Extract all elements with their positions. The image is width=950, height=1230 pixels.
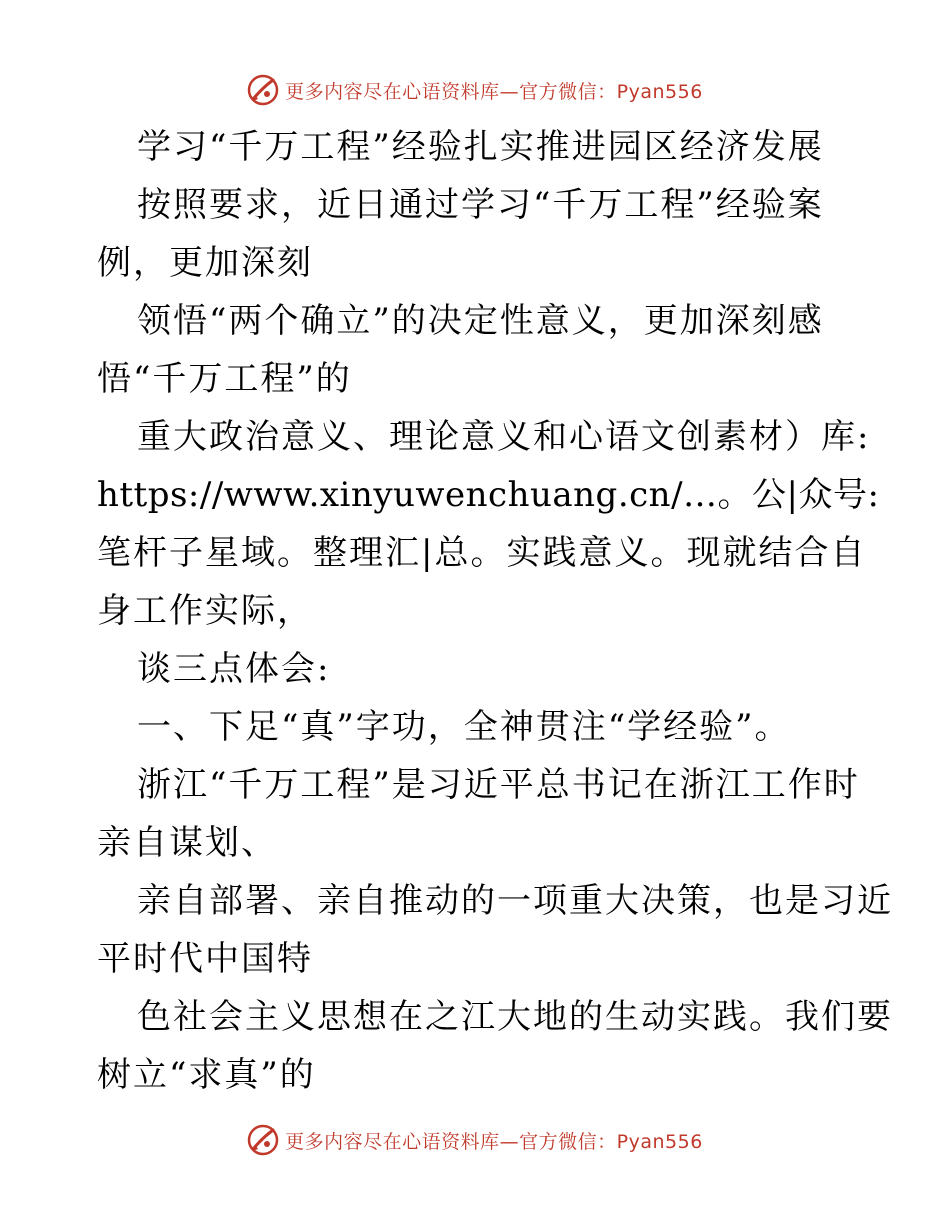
paragraph-line: 树立“求真”的	[97, 1055, 316, 1095]
header-banner	[0, 70, 950, 110]
header-banner-text: 更多内容尽在心语资料库—官方微信：Pyan556	[285, 80, 703, 103]
document-title: 学习“千万工程”经验扎实推进园区经济发展	[137, 127, 824, 167]
paragraph-line: 色社会主义思想在之江大地的生动实践。我们要	[137, 997, 893, 1037]
paragraph-line: 领悟“两个确立”的决定性意义，更加深刻感	[137, 301, 824, 341]
paragraph-line-url: https://www.xinyuwenchuang.cn/…。公|众号:	[97, 475, 880, 515]
paragraph-line: 身工作实际，	[97, 591, 313, 631]
paragraph-line: 平时代中国特	[97, 939, 313, 979]
paragraph-line: 浙江“千万工程”是习近平总书记在浙江工作时	[137, 765, 860, 805]
paragraph-line: 重大政治意义、理论意义和心语文创素材）库:	[137, 417, 871, 457]
paragraph-line: 笔杆子星域。整理汇|总。实践意义。现就结合自	[97, 533, 867, 573]
paragraph-line: 例，更加深刻	[97, 243, 313, 283]
paragraph-line: 亲自部署、亲自推动的一项重大决策，也是习近	[137, 881, 893, 921]
document-body	[97, 118, 893, 1104]
footer-banner	[0, 1120, 950, 1160]
paragraph-line: 亲自谋划、	[97, 823, 277, 863]
paragraph-line: 谈三点体会:	[137, 649, 331, 689]
paragraph-line: 悟“千万工程”的	[97, 359, 352, 399]
section-heading: 一、下足“真”字功，全神贯注“学经验”。	[137, 707, 791, 747]
paragraph-line: 按照要求，近日通过学习“千万工程”经验案	[137, 185, 824, 225]
footer-banner-text: 更多内容尽在心语资料库—官方微信：Pyan556	[285, 1130, 703, 1153]
brush-pen-logo-icon	[247, 1124, 279, 1156]
brush-pen-logo-icon	[247, 74, 279, 106]
